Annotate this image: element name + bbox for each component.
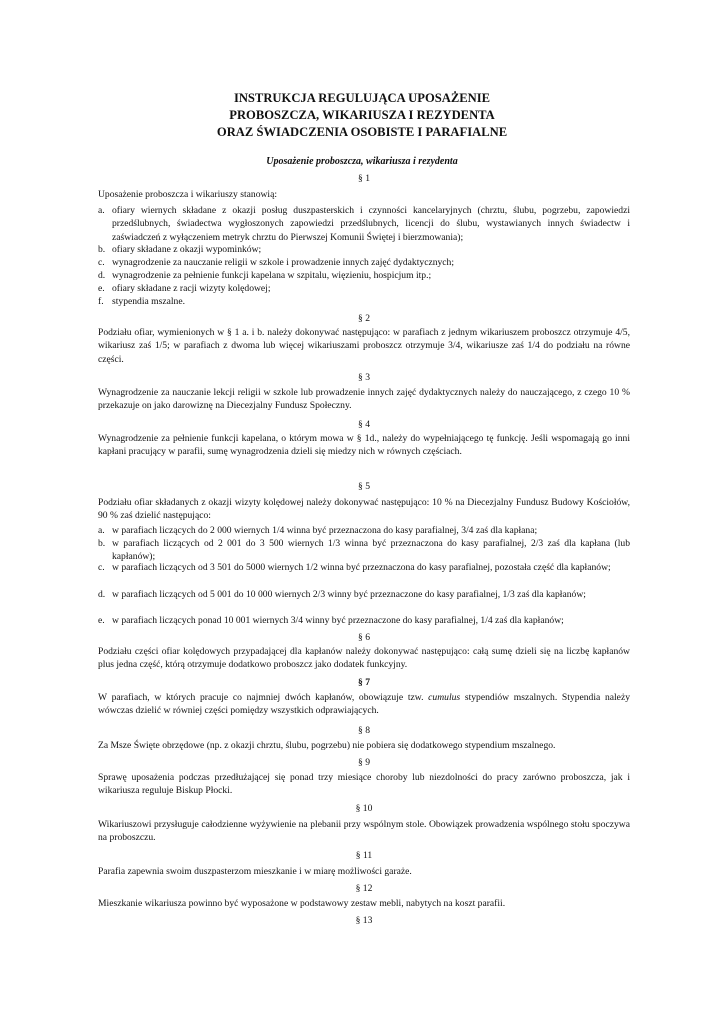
section-heading-12: § 12: [355, 883, 373, 894]
item-label: a.: [98, 525, 105, 536]
document-title-line-2: PROBOSZCZA, WIKARIUSZA I REZYDENTA: [229, 108, 495, 122]
section-4-text: Wynagrodzenie za pełnienie funkcji kapelana, o którym mowa w § 1d., należy do wypełniającego tę funkcję. Jeśli wspomagają go inni kapłani pracujący w parafii, sumę wynagrodzenia dzieli się miedzy nich w równych częściach.: [98, 433, 630, 458]
section-heading-11: § 11: [355, 850, 373, 861]
section-3-text: Wynagrodzenie za nauczanie lekcji religii w szkole lub prowadzenie innych zajęć dydaktycznych należy do nauczającego, z czego 10 % przekazuje on jako darowiznę na Diecezjalny Fundusz Społeczny.: [98, 387, 630, 412]
item-text: wynagrodzenie za nauczanie religii w szkole i prowadzenie innych zajęć dydaktycznych;: [112, 257, 455, 268]
section-heading-8: § 8: [358, 725, 370, 736]
section-11-text: Parafia zapewnia swoim duszpasterzom mieszkanie i w miarę możliwości garaże.: [98, 866, 412, 877]
section-5-intro: Podziału ofiar składanych z okazji wizyty kolędowej należy dokonywać następująco: 10 % na Diecezjalny Fundusz Budowy Kościołów, 90 % zaś dzielić następująco:: [98, 497, 630, 522]
section-heading-7: § 7: [358, 677, 370, 688]
section-heading-10: § 10: [355, 803, 373, 814]
item-label: a.: [98, 205, 105, 216]
section-6-text: Podziału części ofiar kolędowych przypadającej dla kapłanów należy dokonywać następująco: całą sumę dzieli się na liczbę kapłanów plus jedna część, którą otrzymuje dodatkowo proboszcz jako dodatek funkcyjny.: [98, 646, 630, 671]
section-heading-3: § 3: [358, 372, 370, 383]
section-heading-5: § 5: [358, 481, 370, 492]
item-label: c.: [98, 257, 105, 268]
section-heading-1: § 1: [358, 173, 370, 184]
section-7-text-before: W parafiach, w których pracuje co najmniej dwóch kapłanów, obowiązuje tzw.: [98, 692, 424, 703]
item-label: d.: [98, 589, 106, 600]
section-12-text: Mieszkanie wikariusza powinno być wyposażone w podstawowy zestaw mebli, nabytych na koszt parafii.: [98, 898, 506, 909]
item-text: ofiary składane z racji wizyty kolędowej;: [112, 283, 271, 294]
document-title-line-1: INSTRUKCJA REGULUJĄCA UPOSAŻENIE: [233, 91, 491, 105]
item-text: w parafiach liczących do 2 000 wiernych 1/4 winna być przeznaczona do kasy parafialnej, 3/4 zaś dla kapłana;: [112, 525, 538, 536]
item-text: w parafiach liczących ponad 10 001 wiernych 3/4 winny być przeznaczone do kasy parafialnej, 1/4 zaś dla kapłanów;: [112, 615, 564, 626]
item-label: e.: [98, 283, 105, 294]
section-7-text: [98, 691, 630, 718]
section-7-text-after: stypendiów mszalnych. Stypendia należy wówczas dzielić w równiej części pomiędzy wszystkich odprawiających.: [98, 692, 631, 717]
section-heading-9: § 9: [358, 757, 370, 768]
section-9-text: Sprawę uposażenia podczas przedłużającej się ponad trzy miesiące choroby lub niezdolności do pracy zarówno proboszcza, jak i wikariusza reguluje Biskup Płocki.: [98, 772, 630, 797]
item-text: ofiary wiernych składane z okazji posług duszpasterskich i czynności kancelaryjnych (chrztu, ślubu, pogrzebu, zapowiedzi przedślubnych, świadectwa wygłoszonych zapowiedzi przedślubnych, licencji do ślubu, wystawianych innych świadectw i zaświadczeń z wyłączeniem metryk chrztu do Pierwszej Komunii Świętej i bierzmowania);: [112, 205, 630, 243]
item-label: d.: [98, 270, 106, 281]
section-7-text-emphasis: cumulus: [428, 692, 461, 703]
section-10-text: Wikariuszowi przysługuje całodzienne wyżywienie na plebanii przy wspólnym stole. Obowiązek prowadzenia wspólnego stołu spoczywa na proboszczu.: [98, 819, 630, 844]
item-label: c.: [98, 562, 105, 573]
item-text: w parafiach liczących od 2 001 do 3 500 wiernych 1/3 winna być przeznaczona do kasy parafialnej, 2/3 zaś dla kapłana (lub kapłanów);: [112, 538, 630, 563]
item-text: w parafiach liczących od 5 001 do 10 000 wiernych 2/3 winny być przeznaczone do kasy parafialnej, 1/3 zaś dla kapłanów;: [112, 589, 586, 600]
item-label: f.: [98, 296, 104, 307]
section-8-text: Za Msze Święte obrzędowe (np. z okazji chrztu, ślubu, pogrzebu) nie pobiera się dodatkowego stypendium mszalnego.: [98, 740, 556, 751]
item-label: b.: [98, 538, 106, 549]
section-heading-6: § 6: [358, 632, 370, 643]
section-2-text: Podziału ofiar, wymienionych w § 1 a. i b. należy dokonywać następująco: w parafiach z jednym wikariuszem proboszcz otrzymuje 4/5, wikariusz zaś 1/5; w parafiach z dwoma lub więcej wikariuszami proboszcz otrzymuje 3/4, wikariusze zaś 1/4 do podziału na równe części.: [98, 327, 630, 365]
item-text: wynagrodzenie za pełnienie funkcji kapelana w szpitalu, więzieniu, hospicjum itp.;: [112, 270, 432, 281]
item-label: e.: [98, 615, 105, 626]
document-title-line-3: ORAZ ŚWIADCZENIA OSOBISTE I PARAFIALNE: [216, 125, 508, 139]
item-label: b.: [98, 244, 106, 255]
item-text: ofiary składane z okazji wypominków;: [112, 244, 262, 255]
item-text: w parafiach liczących od 3 501 do 5000 wiernych 1/2 winna być przeznaczona do kasy parafialnej, pozostała część dla kapłanów;: [112, 562, 611, 573]
section-heading-13: § 13: [355, 915, 373, 926]
item-text: stypendia mszalne.: [112, 296, 185, 307]
section-subtitle: Uposażenie proboszcza, wikariusza i rezydenta: [266, 156, 458, 167]
section-1-intro: Uposażenie proboszcza i wikariuszy stanowią:: [98, 189, 278, 200]
section-heading-4: § 4: [358, 419, 370, 430]
section-heading-2: § 2: [358, 313, 370, 324]
